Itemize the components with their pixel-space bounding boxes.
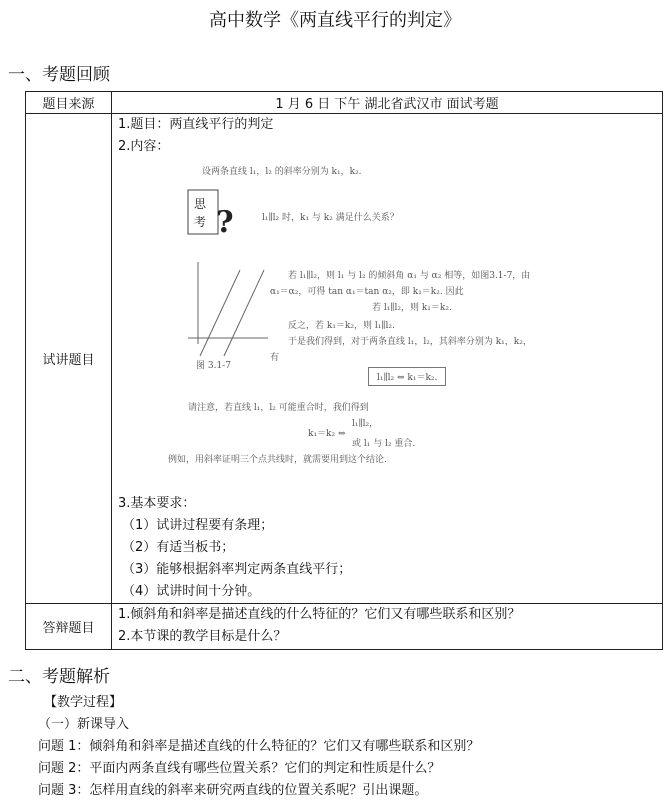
req-item: （4）试讲时间十分钟。 [122,584,261,599]
question-item: 问题 1：倾斜角和斜率是描述直线的什么特征的？它们又有哪些联系和区别？ [38,739,480,754]
figure-caption: 图 3.1-7 [196,361,231,371]
para2-line3: 有 [270,353,280,363]
think-icon [182,186,242,242]
process-heading: 【教学过程】 [44,695,123,710]
exam-table [25,91,663,650]
boxed-theorem: l₁∥l₂ ⇔ k₁＝k₂. [368,367,446,386]
req-item: （1）试讲过程要有条理； [122,518,274,533]
page-title: 高中数学《两直线平行的判定》 [209,10,461,31]
content-line: 2.内容： [118,139,170,154]
figure-intro: 设两条直线 l₁，l₂ 的斜率分别为 k₁，k₂. [202,167,362,177]
para1-line1: 若 l₁∥l₂，则 l₁ 与 l₂ 的倾斜角 α₁ 与 α₂ 相等，如图3.1-7，由 [288,271,531,281]
topic-cell [112,114,663,604]
qa-cell [112,604,663,650]
para2-line1: 反之，若 k₁＝k₂，则 l₁∥l₂. [288,321,395,331]
source-value: 1 月 6 日 下午 湖北省武汉市 面试考题 [112,92,663,114]
question-item: 问题 3：怎样用直线的斜率来研究两直线的位置关系呢？引出课题。 [38,783,428,798]
section-heading-analysis: 二、考题解析 [8,667,110,687]
think-question: l₁∥l₂ 时，k₁ 与 k₂ 满足什么关系？ [262,213,399,223]
sub-heading: （一）新课导入 [38,717,130,732]
svg-text:思: 思 [194,197,207,211]
qa-item: 2.本节课的教学目标是什么？ [118,629,287,644]
req-item: （2）有适当板书； [122,540,235,555]
svg-text:?: ? [216,205,234,240]
svg-text:考: 考 [194,215,207,229]
parallel-lines-diagram [182,260,272,370]
note-line2: k₁＝k₂ ⇔ [308,429,346,439]
qa-label: 答辩题目 [26,604,112,650]
para1-line3: 若 l₁∥l₂，则 k₁＝k₂. [372,303,452,313]
section-heading-review: 一、考题回顾 [8,65,110,85]
example-line: 例如，用斜率证明三个点共线时，就需要用到这个结论. [168,455,387,465]
textbook-figure [168,158,602,493]
req-item: （3）能够根据斜率判定两条直线平行； [122,562,352,577]
note-line1: 请注意，若直线 l₁，l₂ 可能重合时，我们得到 [188,403,369,413]
qa-item: 1.倾斜角和斜率是描述直线的什么特征的？它们又有哪些联系和区别？ [118,607,521,622]
analysis-block [0,692,670,802]
source-label: 题目来源 [26,92,112,114]
req-title: 3.基本要求： [118,496,196,511]
note-line2b: 或 l₁ 与 l₂ 重合. [352,439,416,449]
para2-line2: 于是我们得到，对于两条直线 l₁，l₂，其斜率分别为 k₁，k₂， [288,337,532,347]
note-line2a: l₁∥l₂， [352,419,379,429]
topic-label: 试讲题目 [26,114,112,604]
question-item: 问题 2：平面内两条直线有哪些位置关系？它们的判定和性质是什么？ [38,761,441,776]
para1-line2: α₁＝α₂，可得 tan α₁＝tan α₂，即 k₁＝k₂. 因此 [270,287,464,297]
topic-line: 1.题目：两直线平行的判定 [118,117,274,132]
